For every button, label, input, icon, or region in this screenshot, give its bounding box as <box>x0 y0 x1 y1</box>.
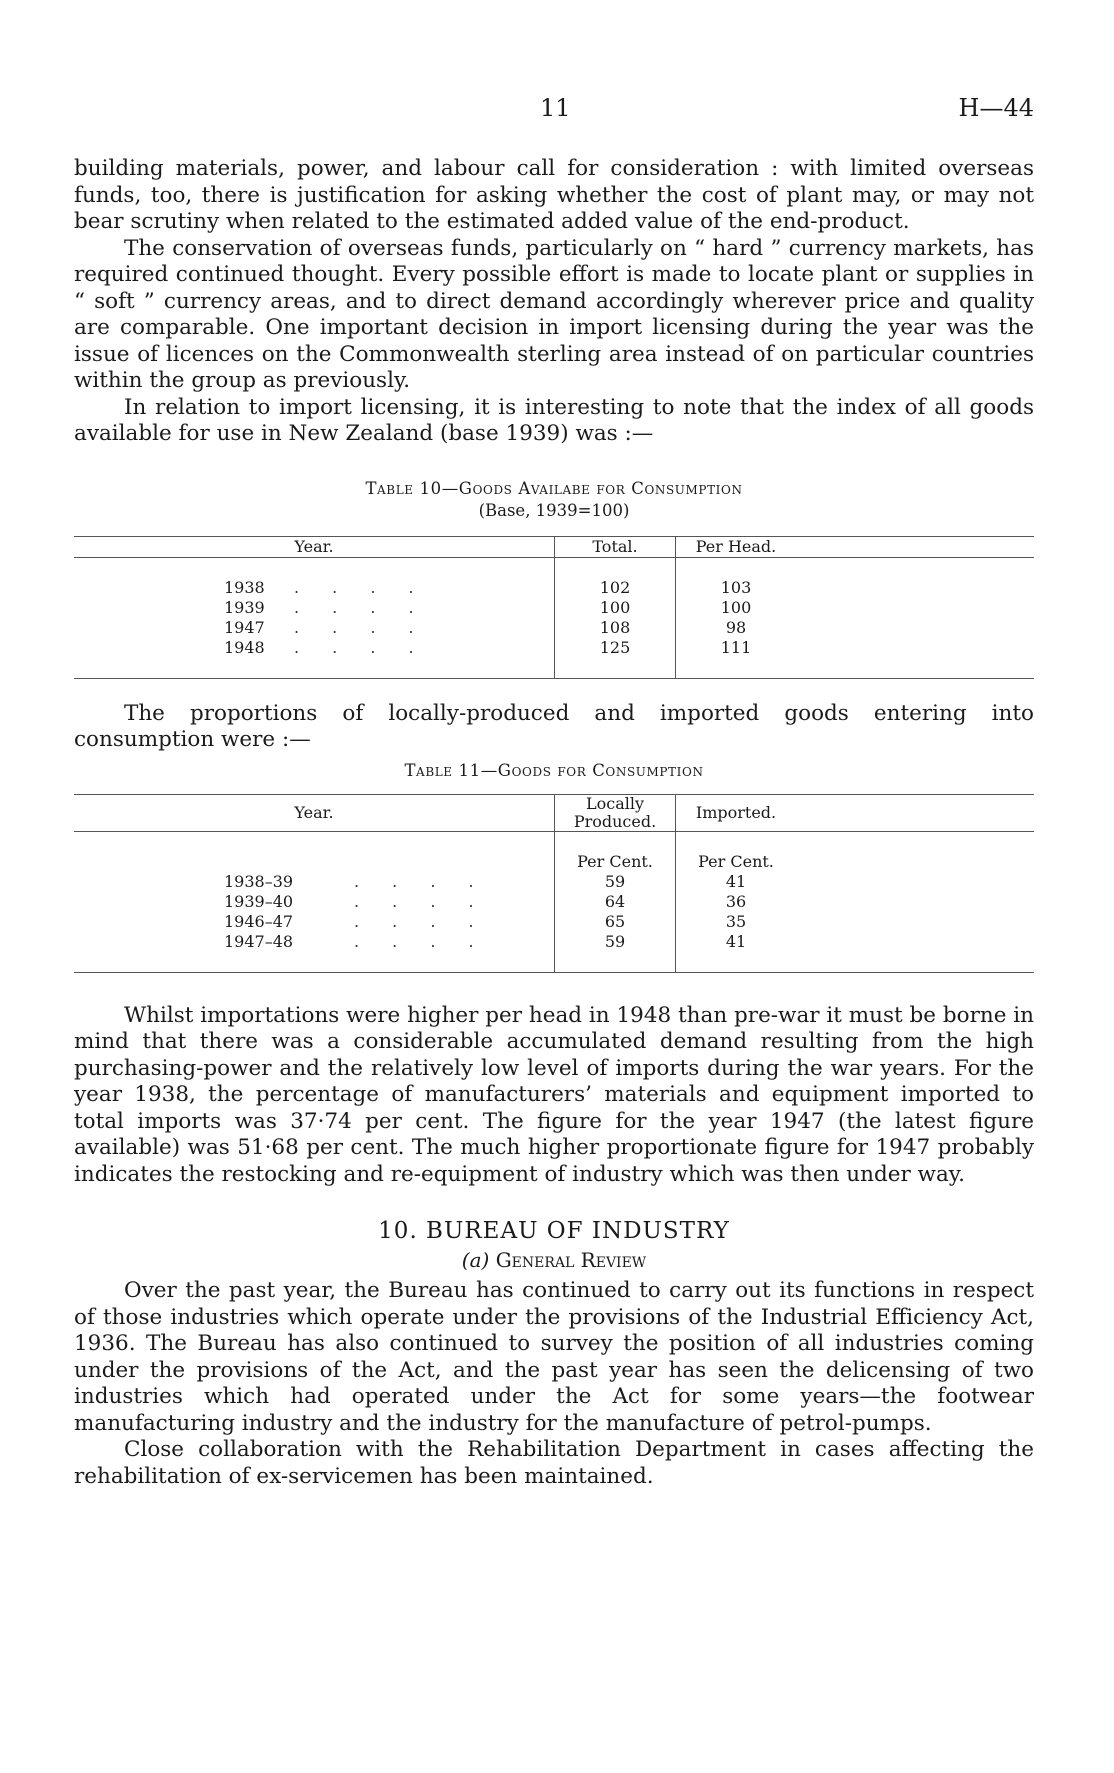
paragraph-importations: Whilst importations were higher per head in 1948 than pre-war it must be borne in mind that there was a considerable accumulated demand resulting from the high purchasing-power and the relatively low level of imports during the war years. For the year 1938, the percentage of manufacturers’ materials and equipment imported to total imports was 37·74 per cent. The figure for the year 1947 (the latest figure available) was 51·68 per cent. The much higher proportionate figure for 1947 probably indicates the restocking and re-equipment of industry which was then under way. <box>74 1002 1034 1187</box>
row-per-head: 103 <box>676 578 797 598</box>
table11 <box>74 794 1034 973</box>
table10-caption: Table 10—Goods Availabe for Consumption <box>365 478 743 498</box>
row-year: 1939–40 <box>224 891 294 911</box>
column-header-imported: Imported. <box>676 794 797 831</box>
row-year: 1947 <box>224 617 265 637</box>
row-year: 1938–39 <box>224 871 294 891</box>
table11-caption: Table 11—Goods for Consumption <box>404 760 704 780</box>
column-header-year: Year. <box>74 536 555 557</box>
paragraph-proportions: The proportions of locally-produced and imported goods entering into consumption were :— <box>74 700 1034 752</box>
column-header-total: Total. <box>555 536 676 557</box>
row-per-head: 111 <box>676 638 797 658</box>
table-row: 1948 . . . . 125 111 <box>74 638 1034 658</box>
table-header-row <box>74 794 1034 831</box>
column-header-locally-produced: Locally Produced. <box>555 794 676 831</box>
paragraph-overseas-funds: The conservation of overseas funds, particularly on “ hard ” currency markets, has required continued thought. Every possible effort is made to locate plant or supplies in “ soft ” currency areas, and to direct demand accordingly wherever price and quality are comparable. One important decision in import licensing during the year was the issue of licences on the Commonwealth sterling area instead of on particular countries within the group as previously. <box>74 235 1034 393</box>
table-row: 1947–48 . . . . 59 41 <box>74 932 1034 952</box>
units-locally-produced: Per Cent. <box>555 852 676 872</box>
table10 <box>74 536 1034 679</box>
row-per-head: 98 <box>676 618 797 638</box>
paragraph-rehabilitation: Close collaboration with the Rehabilitation Department in cases affecting the rehabilitation of ex-servicemen has been maintained. <box>74 1437 1034 1489</box>
row-locally-produced: 64 <box>555 892 676 912</box>
table10-subcaption: (Base, 1939=100) <box>478 500 630 520</box>
page-header <box>0 94 1114 128</box>
units-imported: Per Cent. <box>676 852 797 872</box>
table-row: 1947 . . . . 108 98 <box>74 618 1034 638</box>
row-imported: 36 <box>676 892 797 912</box>
row-locally-produced: 59 <box>555 872 676 892</box>
page-number: 11 <box>540 94 571 122</box>
subheading-prefix: (a) <box>461 1248 490 1272</box>
row-year: 1948 <box>224 637 265 657</box>
section-heading: 10. BUREAU OF INDUSTRY <box>378 1218 730 1244</box>
row-year: 1946–47 <box>224 911 294 931</box>
row-per-head: 100 <box>676 598 797 618</box>
row-year: 1938 <box>224 577 265 597</box>
table-row: 1938 . . . . 102 103 <box>74 578 1034 598</box>
table-row: 1939 . . . . 100 100 <box>74 598 1034 618</box>
page-body <box>74 156 1034 1490</box>
row-imported: 35 <box>676 912 797 932</box>
row-imported: 41 <box>676 932 797 952</box>
row-imported: 41 <box>676 872 797 892</box>
row-total: 100 <box>555 598 676 618</box>
row-total: 125 <box>555 638 676 658</box>
paragraph-import-licensing: In relation to import licensing, it is interesting to note that the index of all goods available for use in New Zealand (base 1939) was :— <box>74 394 1034 446</box>
subheading-title: General Review <box>495 1248 647 1272</box>
table-header-row <box>74 536 1034 557</box>
table-units-row <box>74 852 1034 872</box>
column-header-year: Year. <box>74 794 555 831</box>
row-year: 1939 <box>224 597 265 617</box>
row-total: 102 <box>555 578 676 598</box>
table-row: 1939–40 . . . . 64 36 <box>74 892 1034 912</box>
document-reference: H—44 <box>958 94 1034 122</box>
table-row: 1938–39 . . . . 59 41 <box>74 872 1034 892</box>
row-total: 108 <box>555 618 676 638</box>
paragraph-bureau: Over the past year, the Bureau has continued to carry out its functions in respect of those industries which operate under the provisions of the Industrial Efficiency Act, 1936. The Bureau has also continued to survey the position of all industries coming under the provisions of the Act, and the past year has seen the delicensing of two industries which had operated under the Act for some years—the footwear manufacturing industry and the industry for the manufacture of petrol-pumps. <box>74 1278 1034 1436</box>
column-header-per-head: Per Head. <box>676 536 797 557</box>
table-row: 1946–47 . . . . 65 35 <box>74 912 1034 932</box>
row-locally-produced: 65 <box>555 912 676 932</box>
row-locally-produced: 59 <box>555 932 676 952</box>
paragraph-continued: building materials, power, and labour call for consideration : with limited overseas funds, too, there is justification for asking whether the cost of plant may, or may not bear scrutiny when related to the estimated added value of the end-product. <box>74 156 1034 234</box>
section-subheading <box>74 1248 1034 1272</box>
row-year: 1947–48 <box>224 931 294 951</box>
